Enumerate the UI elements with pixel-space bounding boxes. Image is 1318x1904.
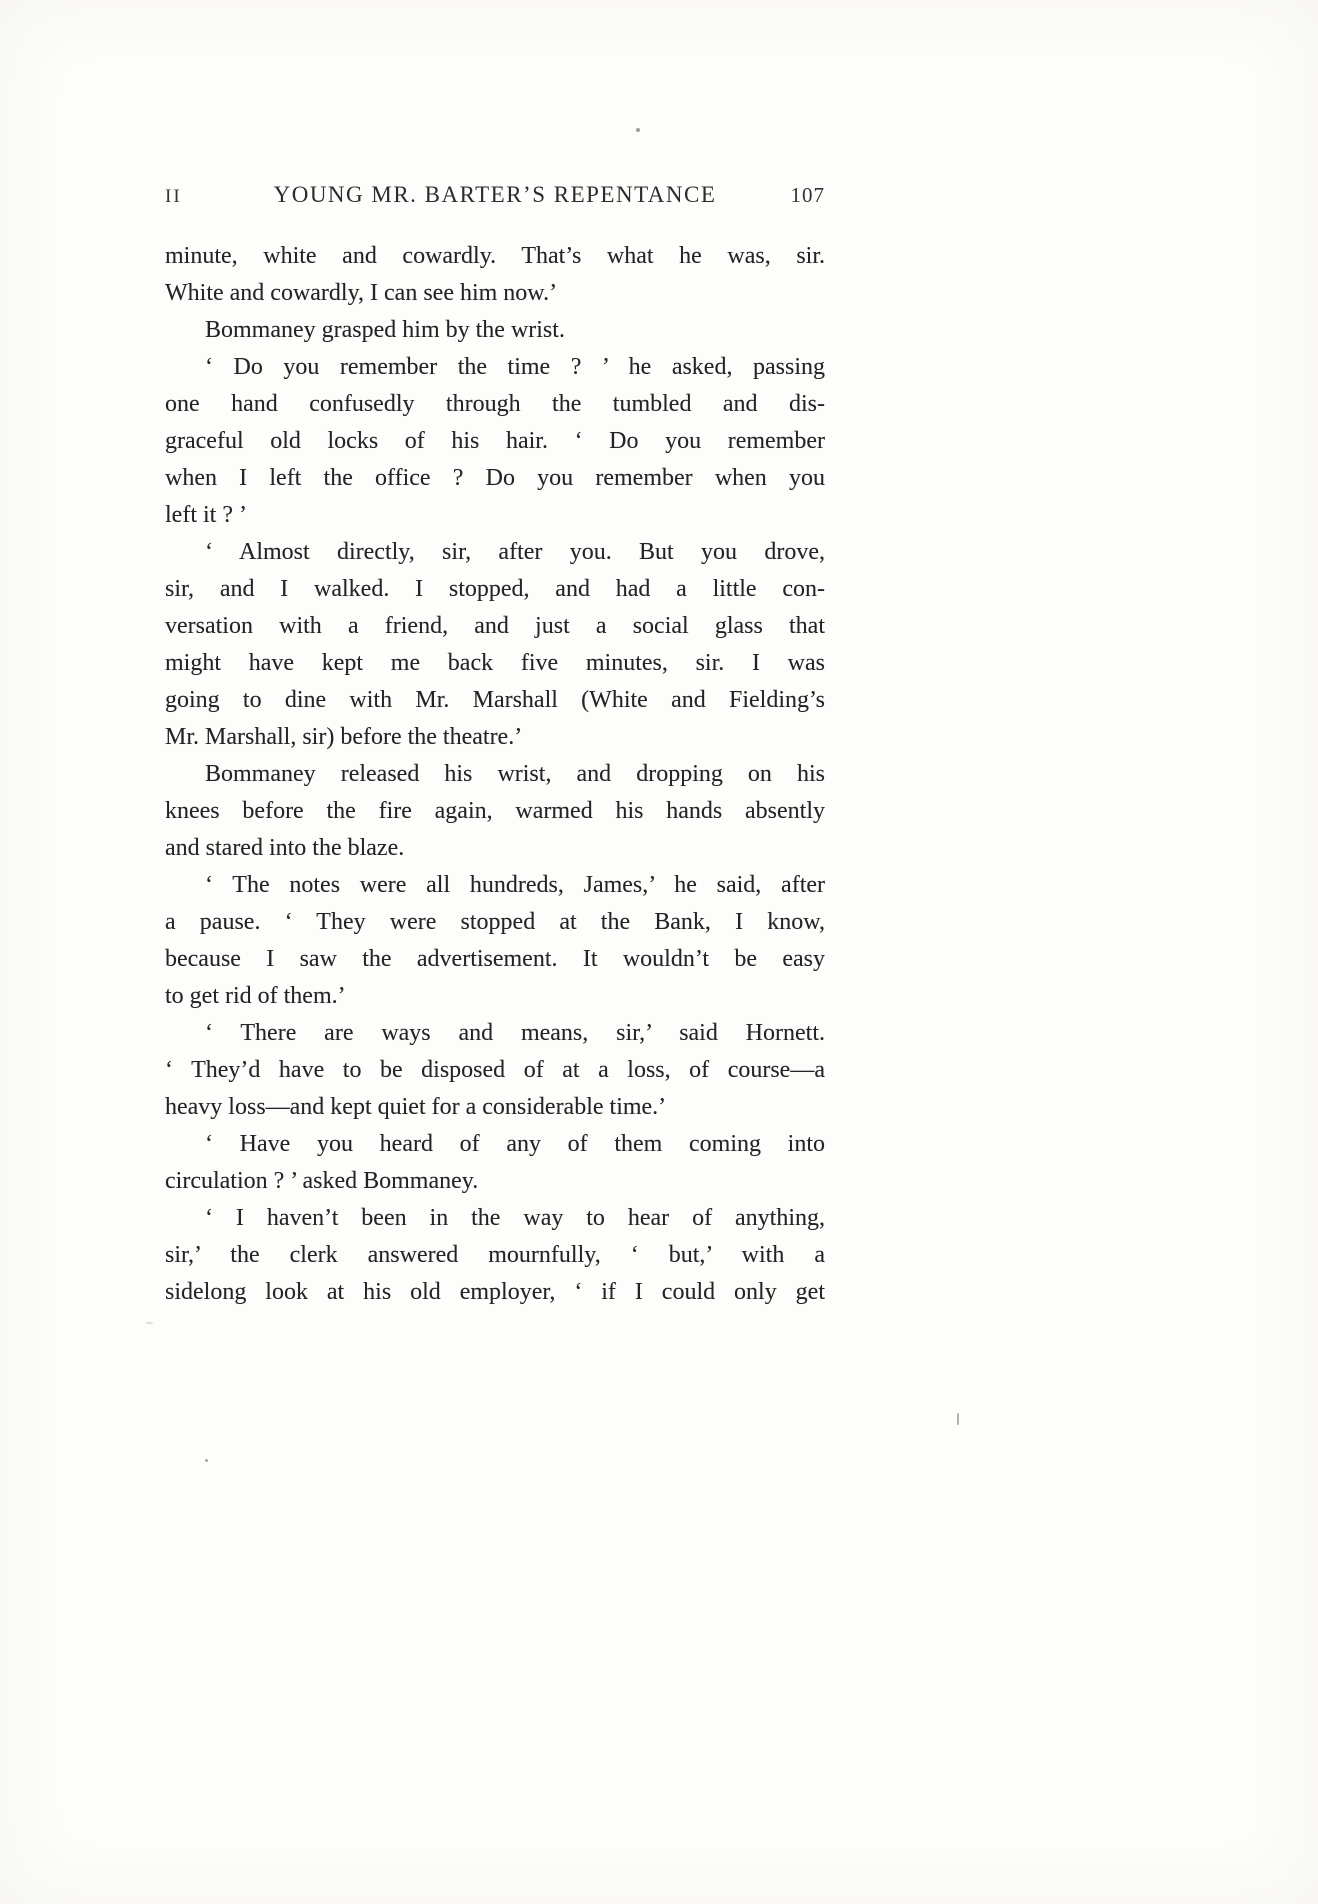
scan-artifact-tick [146, 1322, 153, 1324]
text-block [165, 180, 825, 1311]
text-line: graceful old locks of his hair. ‘ Do you remember [165, 428, 825, 454]
text-line: Bommaney released his wrist, and dropping on his [205, 761, 825, 787]
paragraph [165, 1015, 825, 1126]
scan-artifact-dot [205, 1459, 208, 1462]
text-line: ‘ Have you heard of any of them coming into [205, 1131, 825, 1157]
text-line: left it ? ’ [165, 502, 247, 528]
text-line: minute, white and cowardly. That’s what he was, sir. [165, 243, 825, 269]
text-line: heavy loss—and kept quiet for a considerable time.’ [165, 1094, 667, 1120]
text-line: when I left the office ? Do you remember when you [165, 465, 825, 491]
scan-artifact-dot [636, 128, 640, 132]
text-line: a pause. ‘ They were stopped at the Bank, I know, [165, 909, 825, 935]
paragraph [165, 349, 825, 534]
paragraph [165, 1126, 825, 1200]
text-line: because I saw the advertisement. It wouldn’t be easy [165, 946, 825, 972]
page-number: 107 [790, 183, 825, 207]
text-line: ‘ Do you remember the time ? ’ he asked, passing [205, 354, 825, 380]
text-line: ‘ There are ways and means, sir,’ said Hornett. [205, 1020, 825, 1046]
text-line: versation with a friend, and just a social glass that [165, 613, 825, 639]
text-line: ‘ I haven’t been in the way to hear of anything, [205, 1205, 825, 1231]
text-line: circulation ? ’ asked Bommaney. [165, 1168, 479, 1194]
paragraph [165, 238, 825, 312]
text-line: ‘ Almost directly, sir, after you. But you drove, [205, 539, 825, 565]
text-line: Bommaney grasped him by the wrist. [205, 317, 565, 343]
paragraph [165, 867, 825, 1015]
running-title: YOUNG MR. BARTER’S REPENTANCE [273, 182, 717, 207]
text-line: Mr. Marshall, sir) before the theatre.’ [165, 724, 523, 750]
text-line: and stared into the blaze. [165, 835, 405, 861]
text-line: sidelong look at his old employer, ‘ if I could only get [165, 1279, 825, 1305]
text-line: White and cowardly, I can see him now.’ [165, 280, 558, 306]
scan-artifact-mark [957, 1413, 959, 1425]
paragraph [165, 1200, 825, 1311]
text-line: ‘ They’d have to be disposed of at a loss, of course—a [165, 1057, 825, 1083]
text-line: might have kept me back five minutes, sir. I was [165, 650, 825, 676]
paragraph [165, 534, 825, 756]
text-line: going to dine with Mr. Marshall (White and Fielding’s [165, 687, 825, 713]
text-line: knees before the fire again, warmed his hands absently [165, 798, 825, 824]
paragraph [165, 312, 825, 349]
text-line: one hand confusedly through the tumbled and dis- [165, 391, 825, 417]
page-header [165, 180, 825, 212]
chapter-number: II [165, 186, 182, 207]
paragraph [165, 756, 825, 867]
text-line: ‘ The notes were all hundreds, James,’ he said, after [205, 872, 825, 898]
text-line: to get rid of them.’ [165, 983, 346, 1009]
text-line: sir,’ the clerk answered mournfully, ‘ but,’ with a [165, 1242, 825, 1268]
text-line: sir, and I walked. I stopped, and had a little con- [165, 576, 825, 602]
